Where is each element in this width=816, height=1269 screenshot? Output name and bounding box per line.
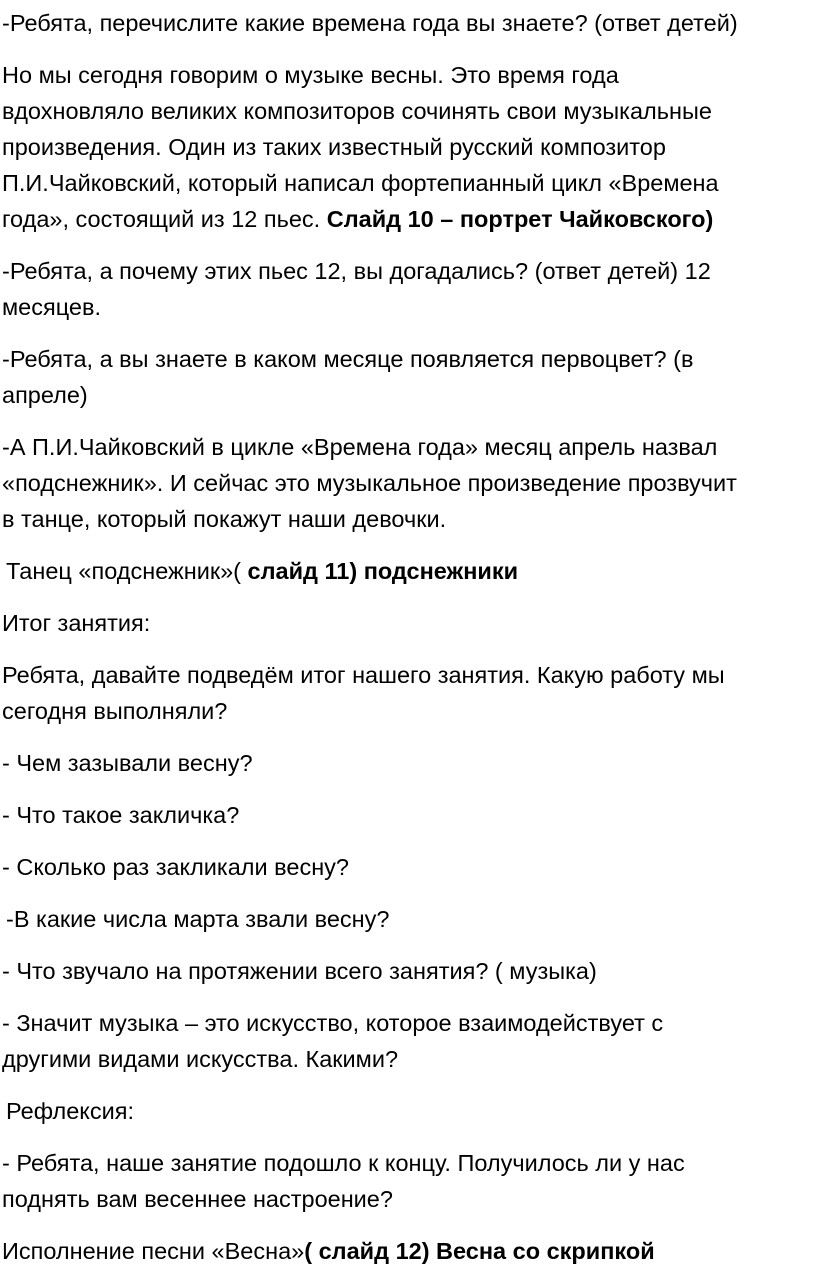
text-line: поднять вам весеннее настроение? [2, 1186, 393, 1212]
text-line: Ребята, давайте подведём итог нашего занятия. Какую работу мы [2, 662, 725, 688]
question-item: - Чем зазывали весну? [2, 750, 253, 776]
text-line: вдохновляло великих композиторов сочинять свои музыкальные [2, 98, 712, 124]
text-line: апреле) [2, 382, 88, 408]
paragraph-music-of-spring [2, 57, 816, 237]
text-span: Танец «подснежник»( [6, 558, 248, 584]
question-item: - Что звучало на протяжении всего занятия? ( музыка) [2, 958, 597, 984]
slide-note: Слайд 10 – портрет Чайковского) [326, 206, 714, 232]
text-line: «подснежник». И сейчас это музыкальное произведение прозвучит [2, 470, 737, 496]
text-line: Но мы сегодня говорим о музыке весны. Это время года [2, 62, 619, 88]
text-span: года», состоящий из 12 пьес. [2, 206, 327, 232]
text-line: П.И.Чайковский, который написал фортепианный цикл «Времена [2, 170, 719, 196]
question-item [2, 1005, 816, 1077]
slide-note: ( слайд 12) Весна со скрипкой [304, 1238, 655, 1264]
text-line [2, 201, 816, 237]
paragraph-summary-intro [2, 657, 816, 729]
text-span: Исполнение песни «Весна» [2, 1238, 305, 1264]
text-line: -Ребята, а почему этих пьес 12, вы догадались? (ответ детей) 12 [2, 258, 711, 284]
paragraph-question-seasons: -Ребята, перечислите какие времена года вы знаете? (ответ детей) [2, 10, 738, 36]
text-line: сегодня выполняли? [2, 698, 228, 724]
text-line: другими видами искусства. Какими? [2, 1046, 399, 1072]
text-line: -А П.И.Чайковский в цикле «Времена года» месяц апрель назвал [2, 434, 718, 460]
paragraph-question-primrose [2, 341, 816, 413]
text-line: месяцев. [2, 294, 101, 320]
slide-note: слайд 11) подснежники [247, 558, 519, 584]
section-heading-reflection: Рефлексия: [6, 1098, 134, 1124]
text-line: произведения. Один из таких известный русский композитор [2, 134, 666, 160]
text-line: в танце, который покажут наши девочки. [2, 506, 447, 532]
paragraph-song [2, 1233, 816, 1269]
question-item: - Сколько раз закликали весну? [2, 854, 350, 880]
section-heading-summary: Итог занятия: [2, 610, 151, 636]
paragraph-reflection [2, 1145, 816, 1217]
question-item: -В какие числа марта звали весну? [6, 906, 390, 932]
text-line: - Ребята, наше занятие подошло к концу. Получилось ли у нас [2, 1150, 685, 1176]
text-line: - Значит музыка – это искусство, которое взаимодействует с [2, 1010, 664, 1036]
paragraph-snowdrop [2, 429, 816, 537]
paragraph-question-twelve [2, 253, 816, 325]
question-item: - Что такое закличка? [2, 802, 240, 828]
paragraph-dance [2, 553, 816, 589]
text-line: -Ребята, а вы знаете в каком месяце появляется первоцвет? (в [2, 346, 694, 372]
